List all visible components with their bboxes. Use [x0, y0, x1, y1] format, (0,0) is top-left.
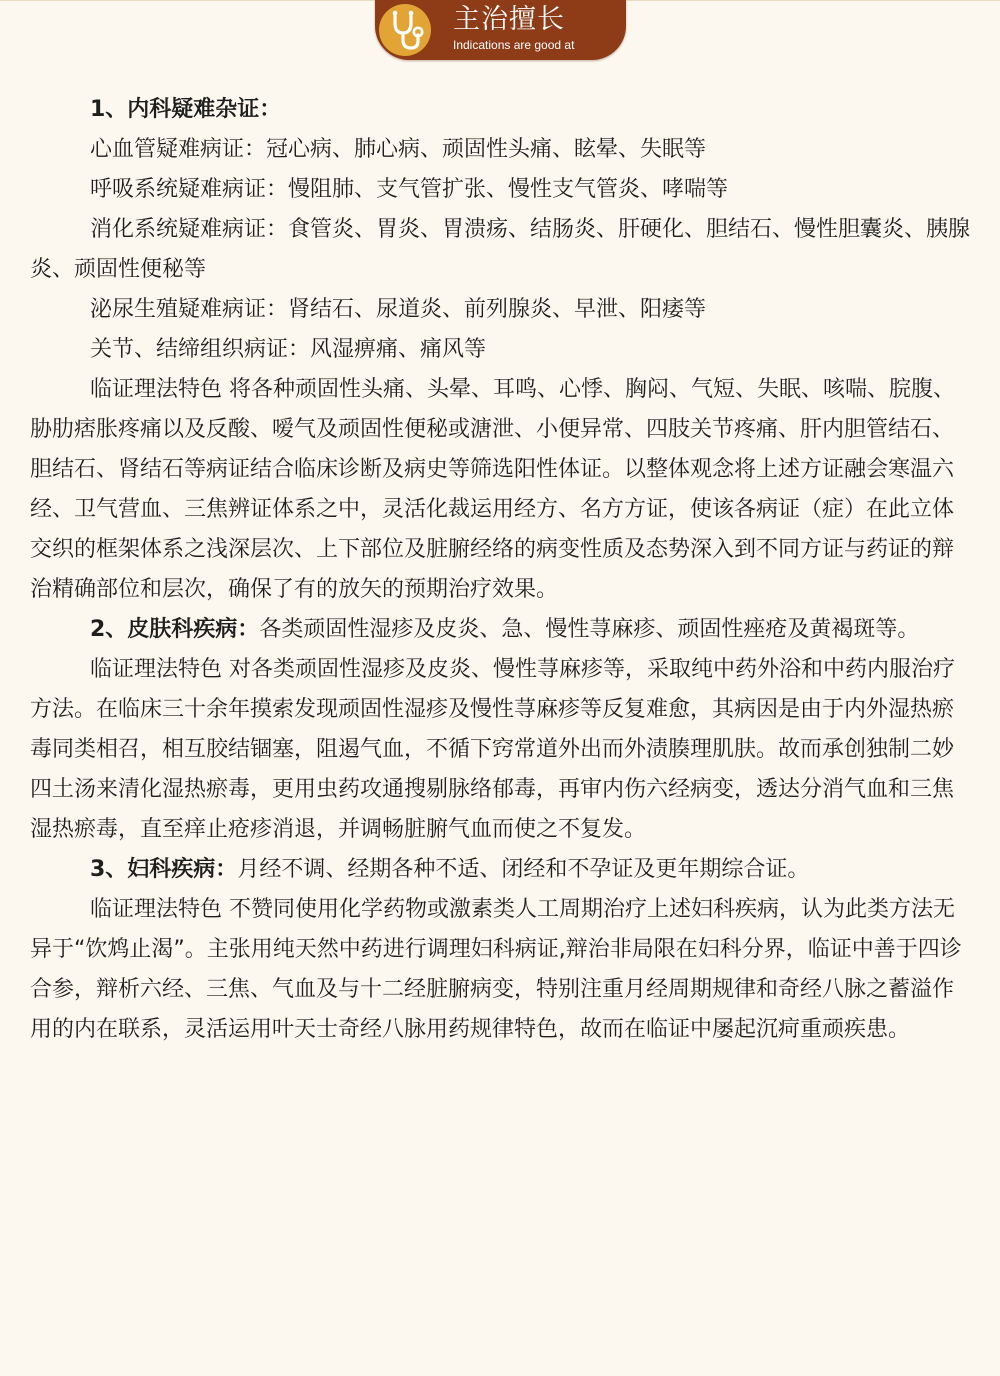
stethoscope-icon	[379, 4, 431, 56]
section-2-heading	[30, 610, 974, 650]
section-2-lead: 各类顽固性湿疹及皮炎、急、慢性荨麻疹、顽固性痤疮及黄褐斑等。	[259, 617, 920, 642]
section-3-lead: 月经不调、经期各种不适、闭经和不孕证及更年期综合证。	[237, 857, 810, 882]
section-2-title: 2、皮肤科疾病：	[90, 617, 260, 642]
section-2-method: 临证理法特色 对各类顽固性湿疹及皮炎、慢性荨麻疹等，采取纯中药外浴和中药内服治疗方法。在临床三十余年摸索发现顽固性湿疹及慢性荨麻疹等反复难愈，其病因是由于内外湿热瘀毒同类相召，相互胶结锢塞，阻遏气血，不循下窍常道外出而外渍腠理肌肤。故而承创独制二妙四土汤来清化湿热瘀毒，更用虫药攻通搜剔脉络郁毒，再审内伤六经病变，透达分消气血和三焦湿热瘀毒，直至痒止疮疹消退，并调畅脏腑气血而使之不复发。	[30, 657, 955, 842]
section-1-cardio: 心血管疑难病证：冠心病、肺心病、顽固性头痛、眩晕、失眠等	[90, 137, 707, 162]
section-3-method: 临证理法特色 不赞同使用化学药物或激素类人工周期治疗上述妇科疾病，认为此类方法无异于“饮鸩止渴”。主张用纯天然中药进行调理妇科病证,辩治非局限在妇科分界，临证中善于四诊合参，辩析六经、三焦、气血及与十二经脏腑病变，特别注重月经周期规律和奇经八脉之蓄溢作用的内在联系，灵活运用叶天士奇经八脉用药规律特色，故而在临证中屡起沉疴重顽疾患。	[30, 897, 962, 1042]
section-1-title: 1、内科疑难杂证：	[90, 97, 282, 122]
section-1-joints: 关节、结缔组织病证：风湿痹痛、痛风等	[90, 337, 487, 362]
section-1-respiratory: 呼吸系统疑难病证：慢阻肺、支气管扩张、慢性支气管炎、哮喘等	[90, 177, 729, 202]
badge-title: 主治擅长	[453, 4, 565, 35]
section-badge	[375, 0, 626, 60]
section-1-method: 临证理法特色 将各种顽固性头痛、头晕、耳鸣、心悸、胸闷、气短、失眠、咳喘、脘腹、胁肋痞胀疼痛以及反酸、嗳气及顽固性便秘或溏泄、小便异常、四肢关节疼痛、肝内胆管结石、胆结石、肾结石等病证结合临床诊断及病史等筛选阳性体证。以整体观念将上述方证融会寒温六经、卫气营血、三焦辨证体系之中，灵活化裁运用经方、名方方证，使该各病证（症）在此立体交织的框架体系之浅深层次、上下部位及脏腑经络的病变性质及态势深入到不同方证与药证的辩治精确部位和层次，确保了有的放矢的预期治疗效果。	[30, 377, 955, 602]
badge-subtitle: Indications are good at	[453, 38, 575, 52]
article-body	[30, 90, 974, 1050]
section-1-urogenital: 泌尿生殖疑难病证：肾结石、尿道炎、前列腺炎、早泄、阳痿等	[90, 297, 707, 322]
section-3-heading	[30, 850, 974, 890]
section-1-digestive: 消化系统疑难病证：食管炎、胃炎、胃溃疡、结肠炎、肝硬化、胆结石、慢性胆囊炎、胰腺炎、顽固性便秘等	[30, 217, 971, 282]
section-3-title: 3、妇科疾病：	[90, 857, 238, 882]
badge-icon-circle	[379, 4, 431, 56]
